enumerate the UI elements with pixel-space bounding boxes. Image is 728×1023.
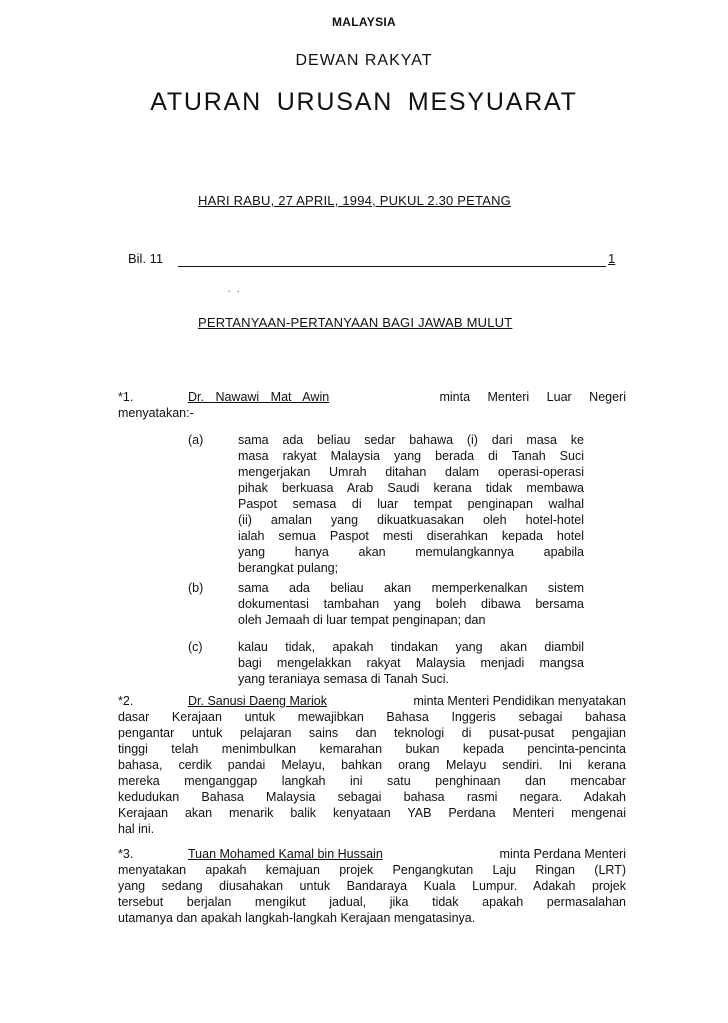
q1a-line: (ii) amalan yang dikuatkuasakan oleh hotel-hotel	[238, 513, 584, 527]
q1a-line: Paspot semasa di luar tempat penginapan walhal	[238, 497, 584, 511]
q1b-line: sama ada beliau akan memperkenalkan sistem	[238, 581, 584, 595]
q2-request: minta Menteri Pendidikan menyatakan	[413, 694, 626, 708]
stray-dots: . .	[228, 284, 242, 295]
q1a-line: masa rakyat Malaysia yang berada di Tanah Suci	[238, 449, 584, 463]
q1-member-name: Dr. Nawawi Mat Awin	[188, 390, 330, 404]
page-number: 1	[608, 251, 616, 266]
q1-part-label: (a)	[188, 433, 204, 447]
bil-number: Bil. 11	[128, 251, 164, 266]
q2-line: kedudukan Bahasa Malaysia sebagai bahasa rasmi negara. Adakah	[118, 790, 626, 804]
q1c-line: bagi mengelakkan rakyat Malaysia menjadi mangsa	[238, 656, 584, 670]
q2-line: Kerajaan akan menarik balik kenyataan YAB Perdana Menteri mengenai	[118, 806, 626, 820]
q1a-line: ialah semua Paspot mesti diserahkan kepada hotel	[238, 529, 584, 543]
q1b-line: dokumentasi tambahan yang boleh dibawa bersama	[238, 597, 584, 611]
q3-line: utamanya dan apakah langkah-langkah Kerajaan mengatasinya.	[118, 911, 476, 925]
q2-line: bahasa, cerdik pandai Melayu, bahkan orang Melayu sendiri. Ini kerana	[118, 758, 626, 772]
q1-number: *1.	[118, 390, 134, 404]
q2-member-name: Dr. Sanusi Daeng Mariok	[188, 694, 327, 708]
q3-number: *3.	[118, 847, 134, 861]
q1-part-label: (b)	[188, 581, 204, 595]
q2-header-line	[118, 693, 626, 709]
q3-member-name: Tuan Mohamed Kamal bin Hussain	[188, 847, 383, 861]
document-title: ATURAN URUSAN MESYUARAT	[150, 88, 578, 116]
q2-number: *2.	[118, 694, 134, 708]
q1a-line: sama ada beliau sedar bahawa (i) dari masa ke	[238, 433, 584, 447]
house-heading: DEWAN RAKYAT	[295, 52, 433, 69]
q1a-line: berangkat pulang;	[238, 561, 339, 575]
section-title: PERTANYAAN-PERTANYAAN BAGI JAWAB MULUT	[198, 315, 513, 330]
q1a-line: pihak berkuasa Arab Saudi kerana tidak membawa	[238, 481, 584, 495]
q3-line: tersebut berjalan mengikut jadual, jika tidak apakah permasalahan	[118, 895, 626, 909]
q2-line: pengantar untuk pelajaran sains dan teknologi di pusat-pusat pengajian	[118, 726, 626, 740]
q1c-line: kalau tidak, apakah tindakan yang akan diambil	[238, 640, 584, 654]
header-rule	[178, 266, 606, 267]
q2-line: tinggi telah menimbulkan kemarahan bukan kepada pencinta-pencinta	[118, 742, 626, 756]
q2-line: dasar Kerajaan untuk mewajibkan Bahasa Inggeris sebagai bahasa	[118, 710, 626, 724]
q2-line: mereka menganggap langkah ini satu penghinaan dan mencabar	[118, 774, 626, 788]
q3-line: yang sedang diusahakan untuk Bandaraya Kuala Lumpur. Adakah projek	[118, 879, 626, 893]
q1a-line: mengerjakan Umrah ditahan dalam operasi-operasi	[238, 465, 584, 479]
session-datetime: HARI RABU, 27 APRIL, 1994, PUKUL 2.30 PETANG	[198, 193, 511, 208]
q1b-line: oleh Jemaah di luar tempat penginapan; dan	[238, 613, 486, 627]
q3-line: menyatakan apakah kemajuan projek Pengangkutan Laju Ringan (LRT)	[118, 863, 626, 877]
q1-part-label: (c)	[188, 640, 203, 654]
q1-line: menyatakan:-	[118, 406, 194, 420]
q2-line: hal ini.	[118, 822, 155, 836]
q3-request: minta Perdana Menteri	[499, 847, 626, 861]
q1a-line: yang hanya akan memulangkannya apabila	[238, 545, 584, 559]
q1-header-line	[118, 389, 626, 405]
country-heading: MALAYSIA	[332, 15, 396, 29]
q3-header-line	[118, 846, 626, 862]
q1-request: minta Menteri Luar Negeri	[439, 390, 626, 404]
q1c-line: yang teraniaya semasa di Tanah Suci.	[238, 672, 450, 686]
